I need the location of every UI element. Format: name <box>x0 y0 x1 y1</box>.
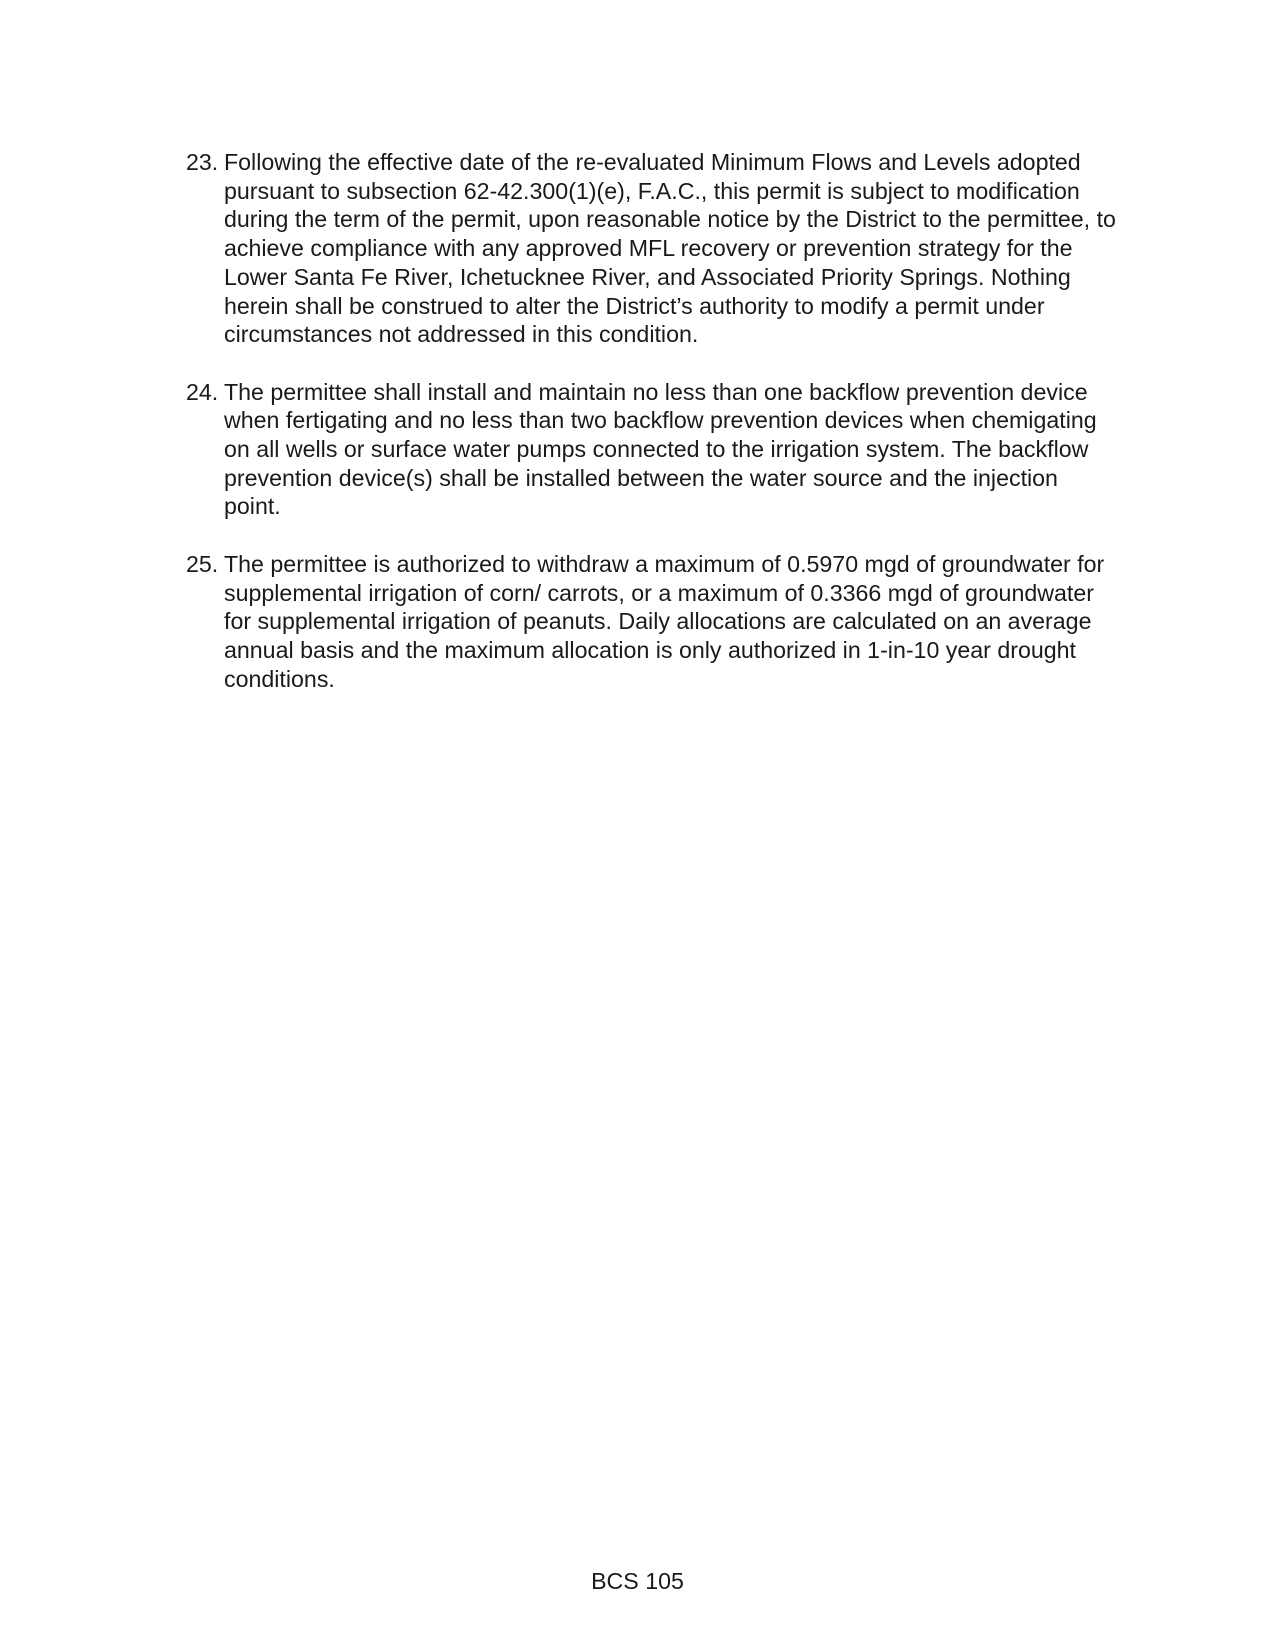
condition-item <box>186 148 1121 349</box>
condition-number: 24. <box>186 378 219 405</box>
condition-number: 25. <box>186 550 219 577</box>
permit-conditions-list <box>186 148 1121 722</box>
condition-text: The permittee shall install and maintain no less than one backflow prevention device when fertigating and no less than two backflow prevention devices when chemigating on all wells or surface water pumps connected to the irrigation system. The backflow prevention device(s) shall be installed between the water source and the injection point. <box>224 378 1097 520</box>
condition-item <box>186 550 1121 694</box>
condition-text: The permittee is authorized to withdraw a maximum of 0.5970 mgd of groundwater for supplemental irrigation of corn/ carrots, or a maximum of 0.3366 mgd of groundwater for supplemental irrigation of peanuts. Daily allocations are calculated on an average annual basis and the maximum allocation is only authorized in 1-in-10 year drought conditions. <box>224 550 1105 692</box>
page-footer-label: BCS 105 <box>591 1568 684 1594</box>
condition-text: Following the effective date of the re-evaluated Minimum Flows and Levels adopted pursuant to subsection 62-42.300(1)(e), F.A.C., this permit is subject to modification during the term of the permit, upon reasonable notice by the District to the permittee, to achieve compliance with any approved MFL recovery or prevention strategy for the Lower Santa Fe River, Ichetucknee River, and Associated Priority Springs. Nothing herein shall be construed to alter the District’s authority to modify a permit under circumstances not addressed in this condition. <box>224 149 1116 348</box>
condition-number: 23. <box>186 149 219 175</box>
condition-item <box>186 378 1121 522</box>
